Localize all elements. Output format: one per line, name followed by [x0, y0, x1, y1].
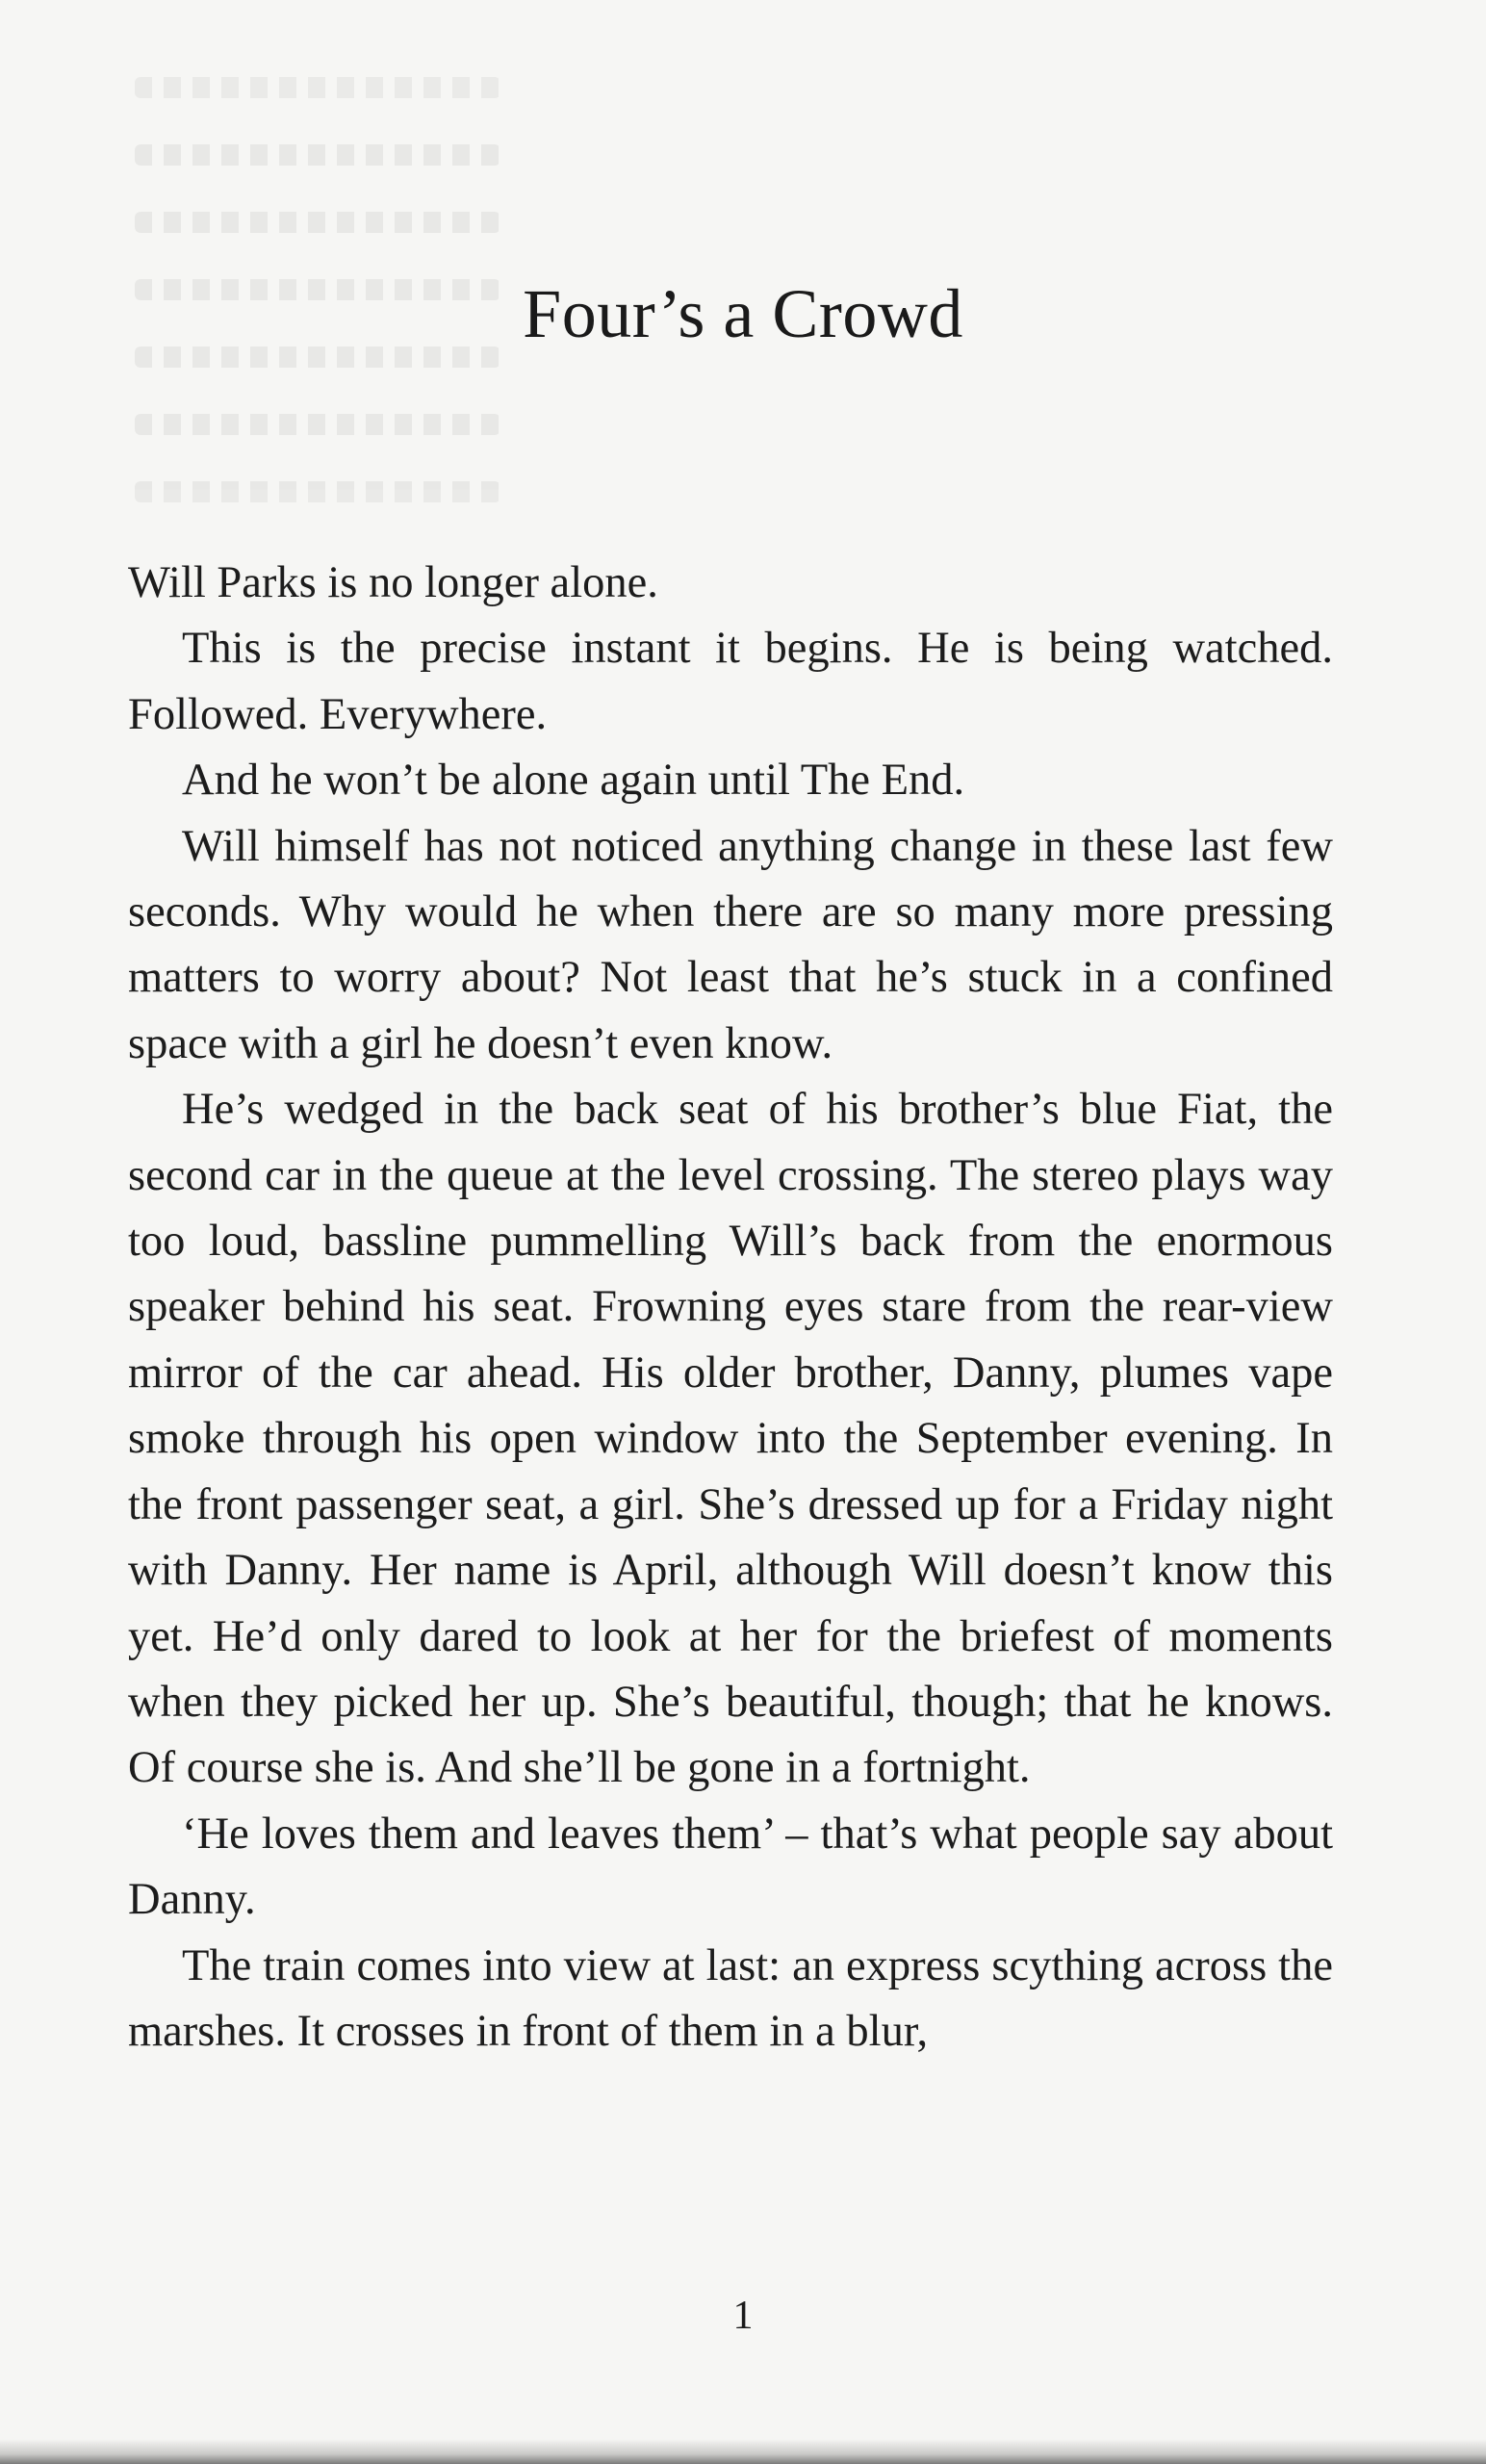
page-number: 1 [732, 2294, 754, 2338]
chapter-body [128, 551, 1333, 2065]
chapter-title: Four’s a Crowd [523, 275, 963, 352]
paragraph: Will himself has not noticed anything change in these last few seconds. Why would he when there are so many more pressing matters to worry about? Not least that he’s stuck in a confined space with a girl he doesn’t even know. [128, 821, 1333, 1068]
paragraph: This is the precise instant it begins. He is being watched. Followed. Everywhere. [128, 624, 1333, 739]
paragraph: Will Parks is no longer alone. [128, 558, 658, 607]
page-bottom-edge [0, 2439, 1486, 2464]
paragraph: He’s wedged in the back seat of his brother’s blue Fiat, the second car in the queue at the level crossing. The stereo plays way too loud, bassline pummelling Will’s back from the enormous speaker behind his seat. Frowning eyes stare from the rear-view mirror of the car ahead. His older brother, Danny, plumes vape smoke through his open window into the September evening. In the front passenger seat, a girl. She’s dressed up for a Friday night with Danny. Her name is April, although Will doesn’t know this yet. He’d only dared to look at her for the briefest of moments when they picked her up. She’s beautiful, though; that he knows. Of course she is. And she’ll be gone in a fortnight. [128, 1085, 1333, 1793]
paragraph: ‘He loves them and leaves them’ – that’s what people say about Danny. [128, 1809, 1333, 1925]
paragraph: And he won’t be alone again until The End. [182, 756, 965, 806]
paragraph: The train comes into view at last: an express scything across the marshes. It crosses in front of them in a blur, [128, 1940, 1333, 2056]
